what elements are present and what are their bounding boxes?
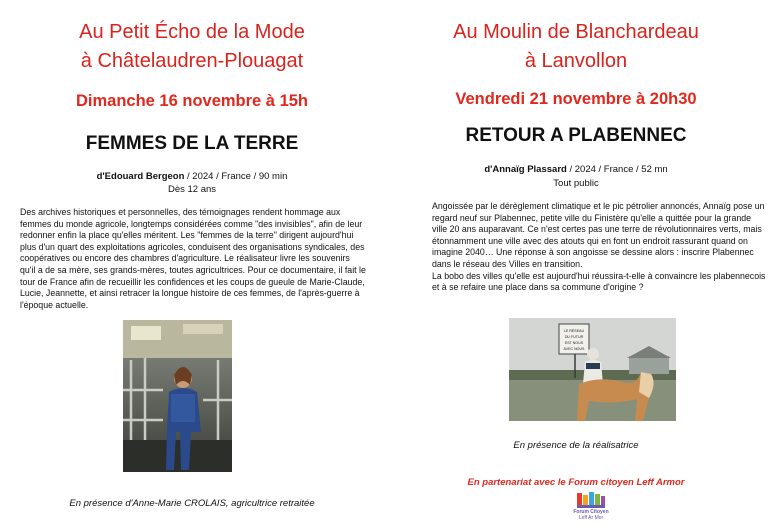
left-film-photo [123, 320, 232, 472]
right-film-photo [509, 318, 676, 421]
right-venue-town: à Lanvollon [524, 50, 628, 72]
right-film-description: Angoissée par le dérèglement climatique et le pic pétrolier annoncés, Annaïg pose un regard neuf sur Plabennec, petite ville du Finistère qu'elle a quittée pour la grande ville 20 ans auparavant. Ce n'est certes pas une terre de révolutionnaires verts, mais étonnamment une ville avec des atouts qui en font un endroit rassurant quand on imagine 2040… Une réponse à son angoisse se dessine alors : inscrire Plabennec dans le réseau des Villes en transition. La bobo des villes qu'elle est aujourd'hui réussira-t-elle à convaincre les plabennecois et à se refaire une place dans sa commune d'origine ? [432, 201, 766, 293]
logo-text-line1: Forum Citoyen [573, 509, 609, 515]
right-venue-name: Au Moulin de Blanchardeau [453, 21, 699, 43]
svg-text:DU FUTUR: DU FUTUR [564, 335, 584, 339]
left-film-title: FEMMES DE LA TERRE [85, 133, 299, 154]
left-film-description: Des archives historiques et personnelles, des témoignages rendent hommage aux femmes du monde agricole, longtemps considérées comme "des invisibles", afin de leur redonner enfin la place qu'elles méritent. Les "femmes de la terre" dirigent aujourd'hui plus d'un quart des exploitations agricoles, conduisent des organisations syndicales, des coopératives ou encore des chambres d'agriculture. Le réalisateur livre les souvenirs qu'il a de sa mère, ses grands-mères, toutes agricultrices. Pour ce documentaire, il fait le tour de France afin de recueillir les confidences et les coups de gueule de Marie-Claude, Lucie, Jeannette, et ainsi retracer la longue histoire de ces femmes, de l'après-guerre à l'époque actuelle. [20, 207, 366, 310]
right-film-details: / 2024 / France / 52 mn [566, 164, 668, 175]
left-guest-caption: En présence d'Anne-Marie CROLAIS, agricultrice retraitée [69, 498, 315, 509]
right-film-title: RETOUR A PLABENNEC [465, 125, 687, 146]
svg-text:EST NOUS: EST NOUS [564, 341, 584, 345]
left-venue-name: Au Petit Écho de la Mode [79, 21, 305, 43]
right-audience: Tout public [553, 178, 599, 189]
right-film-credits [384, 163, 768, 176]
left-film-credits [0, 170, 384, 183]
right-event-date: Vendredi 21 novembre à 20h30 [455, 90, 697, 108]
protest-sign-text: LE RÉSEAU [563, 329, 585, 333]
left-venue-town: à Châtelaudren-Plouagat [80, 50, 304, 72]
forum-citoyen-logo [574, 491, 608, 525]
logo-text-line2: Leff Ar Mor [578, 515, 604, 521]
left-film-details: / 2024 / France / 90 min [184, 171, 288, 182]
right-director: d'Annaïg Plassard [484, 164, 567, 175]
right-event [384, 0, 768, 532]
left-event-date: Dimanche 16 novembre à 15h [75, 92, 308, 110]
left-director: d'Edouard Bergeon [96, 171, 185, 182]
right-partner-caption: En partenariat avec le Forum citoyen Leff Armor [467, 477, 685, 488]
right-guest-caption: En présence de la réalisatrice [513, 440, 639, 451]
svg-text:AVEC NOUS: AVEC NOUS [563, 347, 585, 351]
left-age-rating: Dès 12 ans [167, 184, 217, 195]
